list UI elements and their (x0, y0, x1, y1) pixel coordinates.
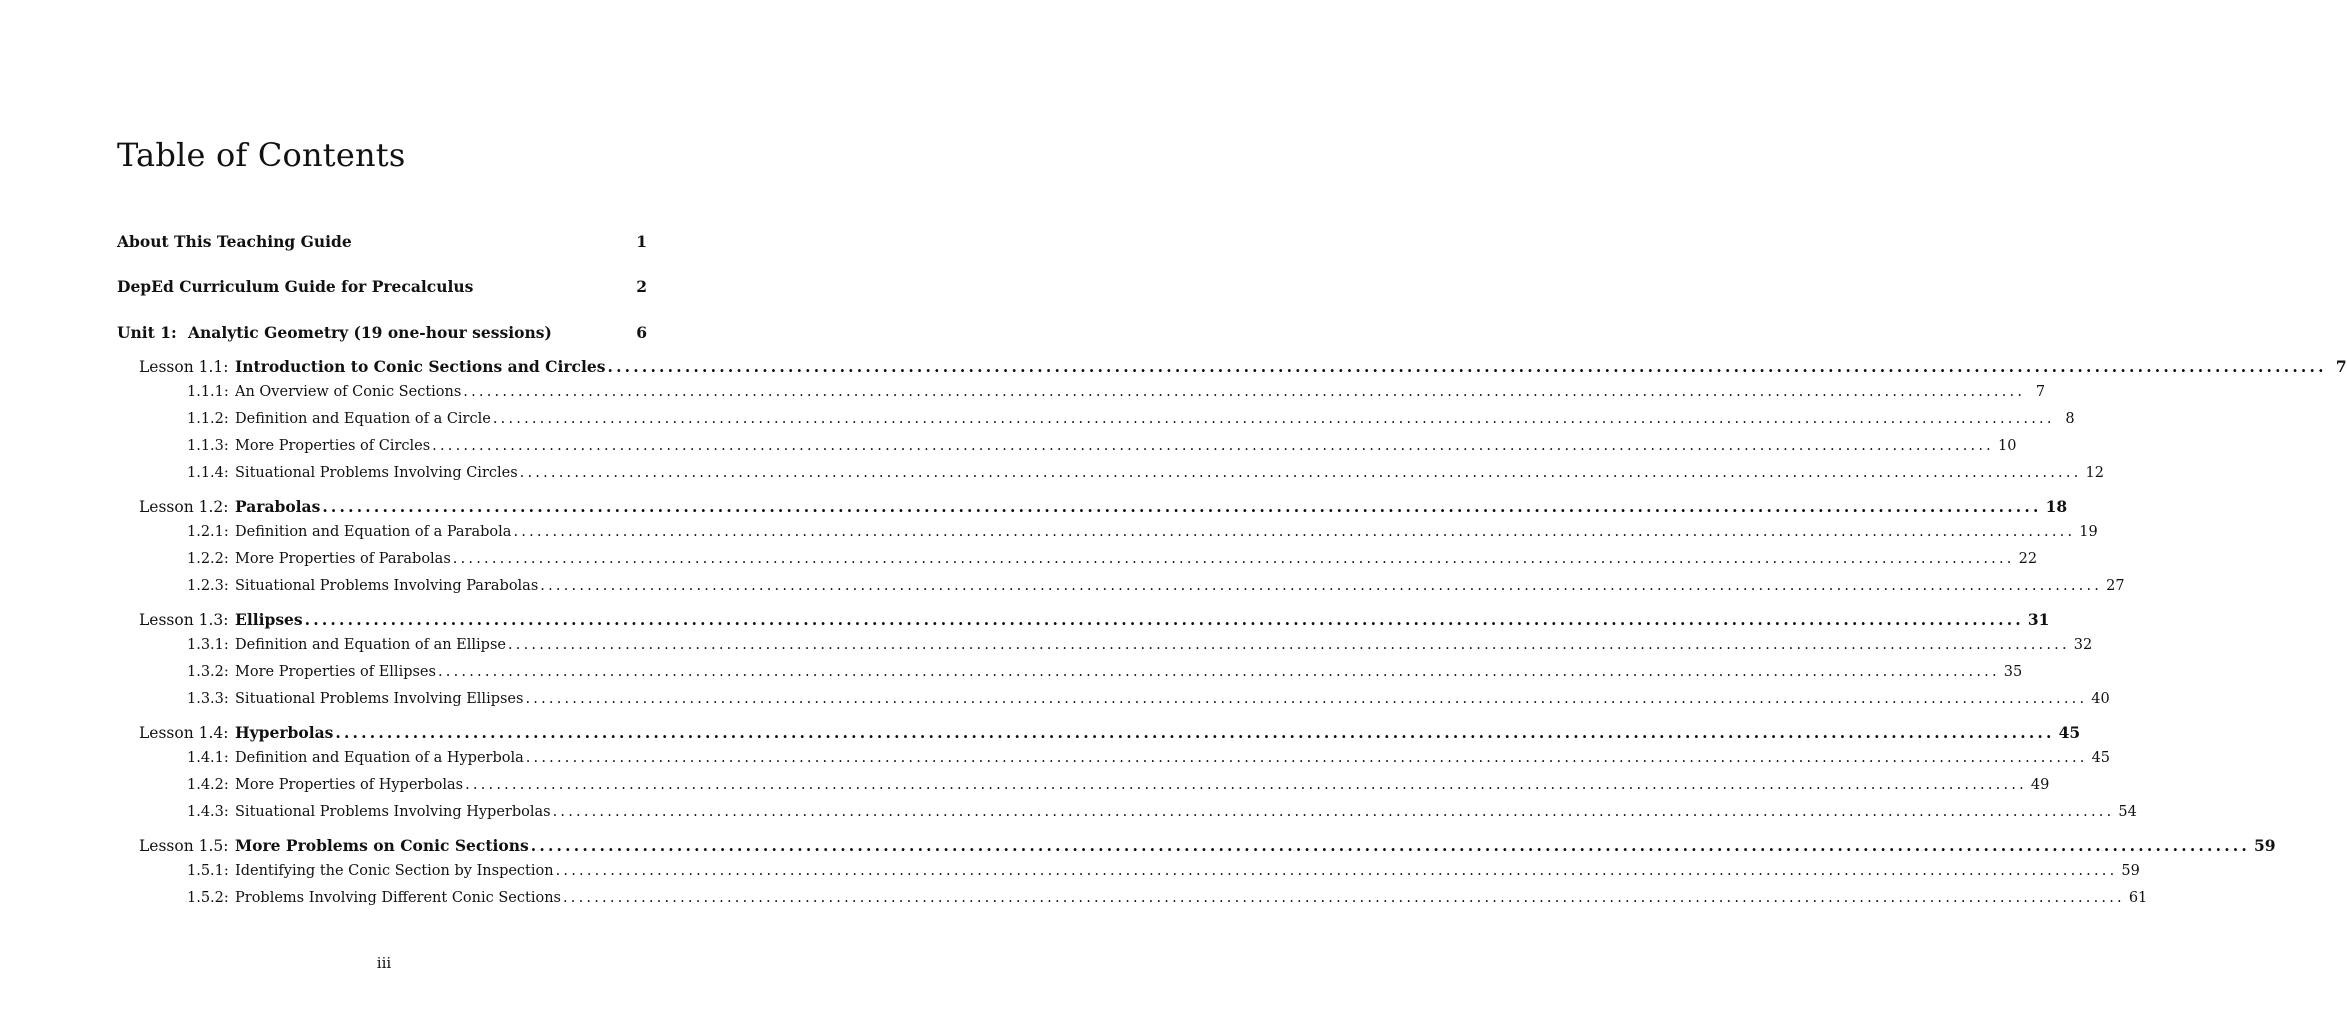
toc-sub-label: 1.4.2: (187, 777, 229, 793)
toc-unit-heading (117, 323, 552, 342)
toc-sub-label: 1.3.3: (187, 691, 229, 707)
toc-sub-title: Situational Problems Involving Ellipses (235, 691, 524, 707)
toc-sub-label: 1.5.1: (187, 863, 229, 879)
dot-leader: ........................................................................................................................................................................................................ (530, 836, 2250, 855)
toc-sub-title: An Overview of Conic Sections (235, 384, 462, 400)
toc-sub-1-4-2[interactable] (187, 777, 2050, 793)
dot-leader: ........................................................................................................................................................................................................ (525, 750, 2088, 766)
toc-sub-page: 7 (2035, 384, 2046, 400)
toc-sub-title: More Properties of Circles (235, 438, 431, 454)
toc-sub-page: 40 (2091, 691, 2110, 707)
toc-sub-title: More Properties of Ellipses (235, 664, 436, 680)
dot-leader: ........................................................................................................................................................................................................ (432, 438, 1994, 454)
toc-sub-title: Situational Problems Involving Parabolas (235, 578, 539, 594)
dot-leader: ........................................................................................................................................................................................................ (452, 551, 2015, 567)
toc-sub-page: 27 (2106, 578, 2125, 594)
dot-leader: ........................................................................................................................................................................................................ (513, 524, 2076, 540)
toc-sub-1-1-1[interactable] (187, 384, 2046, 400)
toc-sub-title: Definition and Equation of a Circle (235, 411, 491, 427)
toc-sub-1-2-1[interactable] (187, 524, 2098, 540)
toc-sub-1-1-2[interactable] (187, 411, 2075, 427)
toc-sub-title: Problems Involving Different Conic Sections (235, 890, 561, 906)
toc-sub-1-2-2[interactable] (187, 551, 2038, 567)
toc-sub-label: 1.3.1: (187, 637, 229, 653)
toc-lesson-page: 31 (2027, 610, 2050, 629)
toc-sub-label: 1.1.4: (187, 465, 229, 481)
toc-lesson-label: Lesson 1.1: (139, 358, 229, 376)
toc-sub-label: 1.4.1: (187, 750, 229, 766)
toc-sub-label: 1.5.2: (187, 890, 229, 906)
toc-entry-about[interactable] (117, 232, 647, 251)
toc-lesson-title: Ellipses (235, 610, 303, 629)
toc-sub-page: 61 (2128, 890, 2148, 906)
toc-lesson-label: Lesson 1.2: (139, 498, 229, 516)
dot-leader: ........................................................................................................................................................................................................ (552, 804, 2115, 820)
toc-lesson-title: Introduction to Conic Sections and Circles (235, 357, 606, 376)
toc-sub-label: 1.1.2: (187, 411, 229, 427)
toc-entry-page: 2 (636, 277, 647, 296)
toc-sub-title: More Properties of Parabolas (235, 551, 451, 567)
toc-sub-label: 1.2.2: (187, 551, 229, 567)
toc-sub-1-3-3[interactable] (187, 691, 2110, 707)
toc-lesson-label: Lesson 1.3: (139, 611, 229, 629)
toc-sub-page: 45 (2091, 750, 2111, 766)
toc-sub-label: 1.1.3: (187, 438, 229, 454)
dot-leader: ........................................................................................................................................................................................................ (335, 723, 2055, 742)
dot-leader: ........................................................................................................................................................................................................ (463, 384, 2026, 400)
toc-lesson-title: Parabolas (235, 497, 321, 516)
toc-sub-label: 1.1.1: (187, 384, 229, 400)
toc-lesson-title: More Problems on Conic Sections (235, 836, 529, 855)
dot-leader: ........................................................................................................................................................................................................ (562, 890, 2125, 906)
toc-sub-page: 22 (2018, 551, 2038, 567)
toc-sub-label: 1.2.1: (187, 524, 229, 540)
toc-entry-unit[interactable] (117, 323, 647, 342)
toc-sub-1-3-2[interactable] (187, 664, 2023, 680)
toc-sub-page: 10 (1997, 438, 2017, 454)
toc-entry-curriculum[interactable] (117, 277, 647, 296)
toc-entry-label: About This Teaching Guide (117, 232, 352, 251)
dot-leader: ........................................................................................................................................................................................................ (555, 863, 2118, 879)
dot-leader: ........................................................................................................................................................................................................ (607, 357, 2327, 376)
toc-lesson-page: 7 (2335, 357, 2347, 376)
toc-sub-1-4-1[interactable] (187, 750, 2111, 766)
toc-sub-page: 12 (2085, 465, 2104, 481)
toc-lesson-page: 18 (2045, 497, 2068, 516)
page-title: Table of Contents (117, 136, 406, 174)
toc-sub-page: 59 (2121, 863, 2140, 879)
dot-leader: ........................................................................................................................................................................................................ (507, 637, 2070, 653)
toc-lesson-1-5[interactable] (139, 836, 2276, 855)
toc-sub-title: More Properties of Hyperbolas (235, 777, 464, 793)
toc-lesson-label: Lesson 1.4: (139, 724, 229, 742)
toc-lesson-page: 45 (2058, 723, 2081, 742)
dot-leader: ........................................................................................................................................................................................................ (322, 497, 2042, 516)
dot-leader: ........................................................................................................................................................................................................ (437, 664, 2000, 680)
toc-sub-title: Situational Problems Involving Circles (235, 465, 518, 481)
toc-sub-1-1-4[interactable] (187, 465, 2104, 481)
toc-lesson-1-3[interactable] (139, 610, 2050, 629)
toc-sub-title: Situational Problems Involving Hyperbolas (235, 804, 551, 820)
toc-unit-label: Unit 1: (117, 323, 177, 342)
dot-leader: ........................................................................................................................................................................................................ (304, 610, 2024, 629)
toc-sub-1-3-1[interactable] (187, 637, 2093, 653)
toc-lesson-label: Lesson 1.5: (139, 837, 229, 855)
toc-sub-page: 49 (2030, 777, 2050, 793)
toc-sub-page: 8 (2065, 411, 2075, 427)
toc-sub-page: 32 (2073, 637, 2093, 653)
toc-entry-label: DepEd Curriculum Guide for Precalculus (117, 277, 474, 296)
dot-leader: ........................................................................................................................................................................................................ (525, 691, 2088, 707)
toc-lesson-title: Hyperbolas (235, 723, 334, 742)
toc-sub-title: Definition and Equation of a Parabola (235, 524, 512, 540)
toc-sub-1-5-1[interactable] (187, 863, 2140, 879)
toc-unit-title: Analytic Geometry (19 one-hour sessions) (188, 323, 552, 342)
toc-lesson-1-2[interactable] (139, 497, 2068, 516)
toc-sub-label: 1.4.3: (187, 804, 229, 820)
toc-lesson-1-1[interactable] (139, 357, 2347, 376)
toc-sub-1-4-3[interactable] (187, 804, 2137, 820)
toc-lesson-1-4[interactable] (139, 723, 2081, 742)
page-number: iii (376, 954, 392, 972)
dot-leader: ........................................................................................................................................................................................................ (465, 777, 2027, 793)
toc-sub-1-1-3[interactable] (187, 438, 2017, 454)
toc-sub-page: 54 (2118, 804, 2137, 820)
toc-sub-page: 35 (2003, 664, 2023, 680)
toc-sub-1-2-3[interactable] (187, 578, 2125, 594)
toc-sub-label: 1.2.3: (187, 578, 229, 594)
dot-leader: ........................................................................................................................................................................................................ (492, 411, 2055, 427)
toc-lesson-page: 59 (2254, 836, 2276, 855)
toc-sub-title: Definition and Equation of a Hyperbola (235, 750, 524, 766)
toc-sub-label: 1.3.2: (187, 664, 229, 680)
dot-leader: ........................................................................................................................................................................................................ (540, 578, 2103, 594)
dot-leader: ........................................................................................................................................................................................................ (519, 465, 2082, 481)
toc-entry-page: 6 (636, 323, 647, 342)
toc-sub-title: Definition and Equation of an Ellipse (235, 637, 506, 653)
toc-sub-page: 19 (2079, 524, 2098, 540)
toc-sub-1-5-2[interactable] (187, 890, 2148, 906)
toc-sub-title: Identifying the Conic Section by Inspection (235, 863, 554, 879)
toc-entry-page: 1 (636, 232, 647, 251)
